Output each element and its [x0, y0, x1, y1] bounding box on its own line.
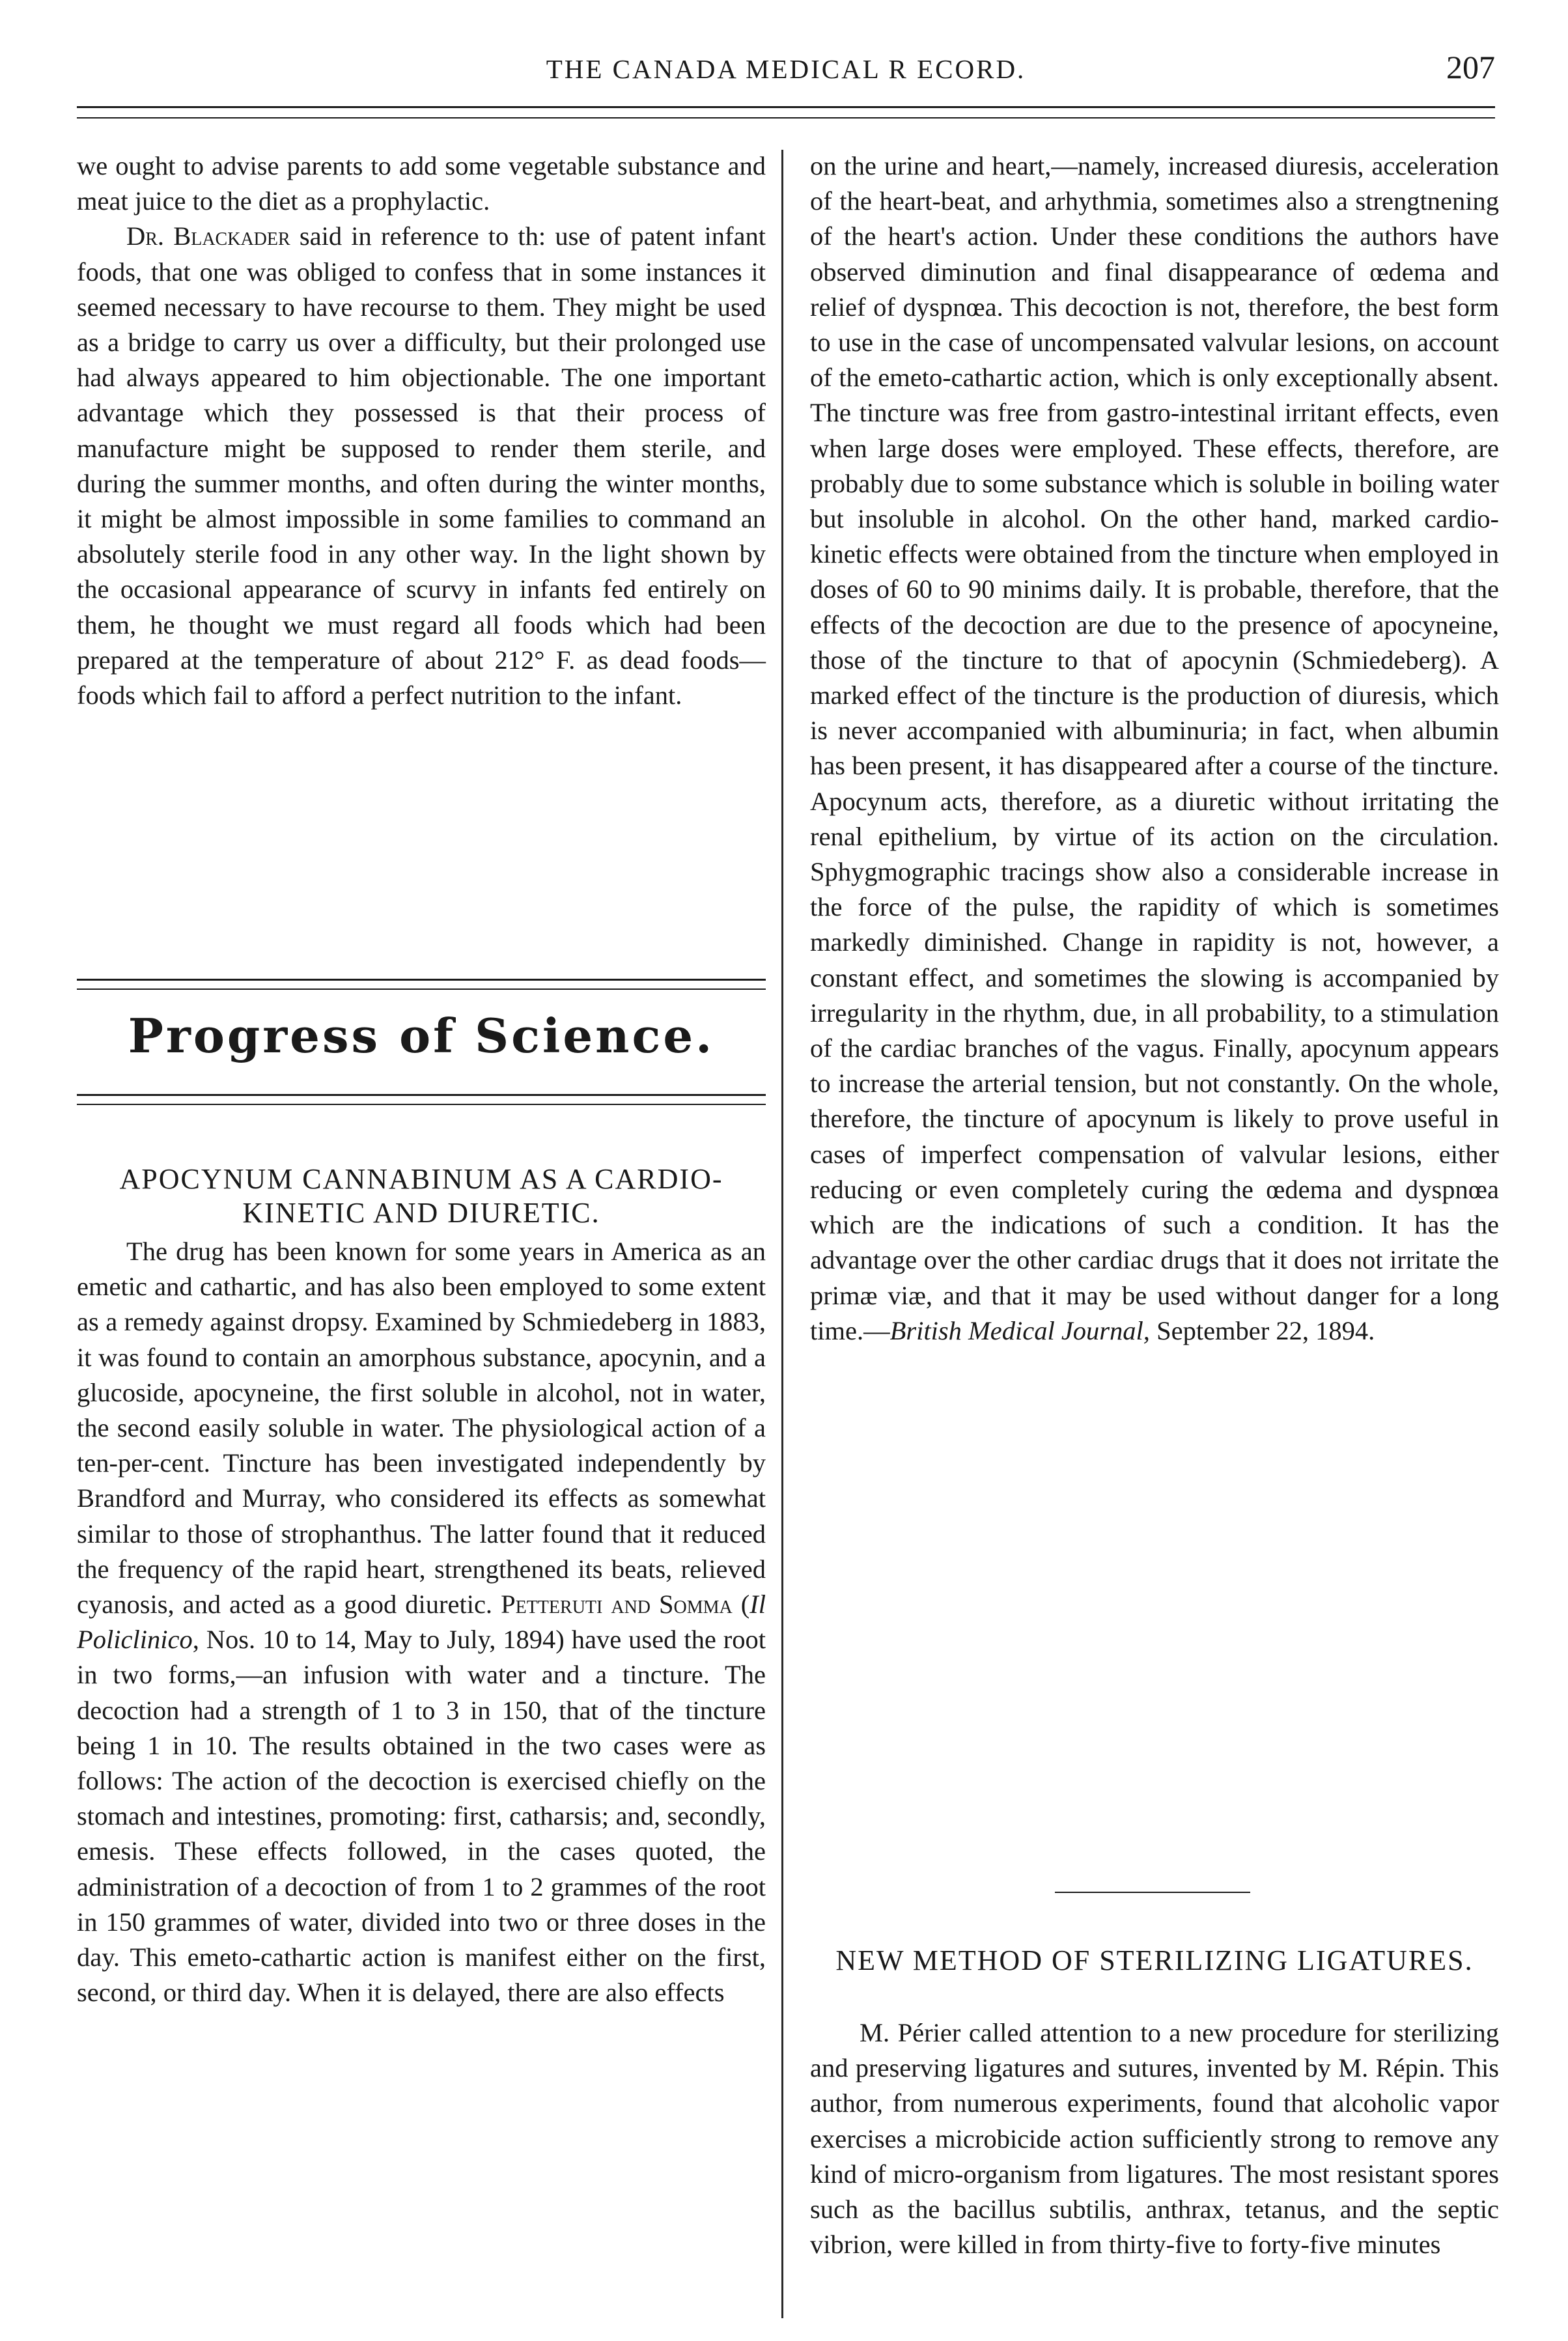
- article1-text-a: The drug has been known for some years in America as an emetic and cathartic, and has also been employed to some extent as a remedy against dropsy. Examined by Schmiedeberg in 1883, it was found to contain an amorphous substance, apocynin, and a glucoside, apocyneine, the first soluble in alcohol, not in water, the second easily soluble in water. The physiological action of a ten-per-cent. Tincture has been investigated independently by Brandford and Murray, who considered its effects as somewhat similar to those of strophanthus. The latter found that it reduced the frequency of the rapid heart, strengthened its beats, relieved cyanosis, and acted as a good diuretic.: [77, 1237, 766, 1619]
- article-separator: [1055, 1892, 1250, 1893]
- section-heading: Progress of Science.: [128, 1008, 715, 1063]
- article1-continuation: [810, 148, 1499, 1349]
- blackader-paragraph: [77, 219, 766, 713]
- blackader-text: said in reference to th: use of patent infant foods, that one was obliged to confess that in some instances it seemed necessary to have recourse to them. They might be used as a bridge to carry us over a difficulty, but their prolonged use had always appeared to him objectionable. The one important advantage which they possessed is that their process of manufacture might be supposed to render them sterile, and during the summer months, and often during the winter months, it might be almost impossible in some families to command an absolutely sterile food in any other way. In the light shown by the occasional appearance of scurvy in infants fed entirely on them, he thought we must regard all foods which had been prepared at the temperature of about 212° F. as dead foods—foods which fail to afford a perfect nutrition to the infant.: [77, 221, 766, 710]
- article1-text-b: Nos. 10 to 14, May to July, 1894) have used the root in two forms,—an infusion with water and a tincture. The decoction had a strength of 1 to 3 in 150, that of the tincture being 1 in 10. The results obtained in the two cases were as follows: The action of the decoction is exercised chiefly on the stomach and intestines, promoting: first, catharsis; and, secondly, emesis. These effects followed, in the cases quoted, the administration of a decoction of from 1 to 2 grammes of the root in 150 grammes of water, divided into two or three doses in the day. This emeto-cathartic action is manifest either on the first, second, or third day. When it is delayed, there are also effects: [77, 1625, 766, 2008]
- article1-paragraph: The drug has been known for some years in America as an emetic and cathartic, and has also been employed to some extent as a remedy against dropsy. Examined by Schmiedeberg in 1883, it was found to contain an amorphous substance, apocynin, and a glucoside, apocyneine, the first soluble in alcohol, not in water, the second easily soluble in water. The physiological action of a ten-per-cent. Tincture has been investigated independently by Brandford and Murray, who considered its effects as somewhat similar to those of strophanthus. The latter found that it reduced the frequency of the rapid heart, strengthened its beats, relieved cyanosis, and acted as a good diuretic. Petteruti and Somma (Il Policlinico, Nos. 10 to 14, May to July, 1894) have used the root in two forms,—an infusion with water and a tincture. The decoction had a strength of 1 to 3 in 150, that of the tincture being 1 in 10. The results obtained in the two cases were as follows: The action of the decoction is exercised chiefly on the stomach and intestines, promoting: first, catharsis; and, secondly, emesis. These effects followed, in the cases quoted, the administration of a decoction of from 1 to 2 grammes of the root in 150 grammes of water, divided into two or three doses in the day. This emeto-cathartic action is manifest either on the first, second, or third day. When it is delayed, there are also effects: [77, 1237, 766, 2008]
- running-title: THE CANADA MEDICAL R ECORD.: [546, 54, 1026, 84]
- article1-journal: Il Policlinico: [77, 1590, 766, 1655]
- left-column-upper: [77, 148, 766, 713]
- section-rule-bottom: [77, 1094, 766, 1105]
- page-header: [77, 48, 1495, 96]
- header-rule: [77, 106, 1495, 119]
- column-divider: [781, 150, 783, 2318]
- article-title-ligatures: NEW METHOD OF STERILIZING LIGATURES.: [835, 1944, 1474, 1976]
- section-rule-top: [77, 979, 766, 990]
- article1-date: September 22, 1894.: [1156, 1315, 1375, 1345]
- article1-authors: Petteruti and Somma: [501, 1590, 733, 1619]
- speaker-name: Dr. Blackader: [126, 221, 290, 251]
- article2-paragraph: M. Périer called attention to a new procedure for sterilizing and preserving ligatures and sutures, invented by M. Répin. This author, from numerous experiments, found that alcoholic vapor exercises a microbicide action sufficiently strong to remove any kind of micro-organism from ligatures. The most resistant spores such as the bacillus subtilis, anthrax, tetanus, and the septic vibrion, were killed in from thirty-five to forty-five minutes: [810, 2018, 1499, 2260]
- left-column-article: [77, 1234, 766, 2010]
- right-column-article2: [810, 2015, 1499, 2262]
- article1-cont-text: on the urine and heart,—namely, increased diuresis, acceleration of the heart-beat, and arhythmia, sometimes also a strengtnening of the heart's action. Under these conditions the authors have observed diminution and final disappearance of œdema and relief of dyspnœa. This decoction is not, therefore, the best form to use in the case of uncompensated valvular lesions, on account of the emeto-cathartic action, which is only exceptionally absent. The tincture was free from gastro-intestinal irritant effects, even when large doses were employed. These effects, therefore, are probably due to some substance which is soluble in boiling water but insoluble in alcohol. On the other hand, marked cardio-kinetic effects were obtained from the tincture when employed in doses of 60 to 90 minims daily. It is probable, therefore, that the effects of the decoction are due to the presence of apocyneine, those of the tincture to that of apocynin (Schmiedeberg). A marked effect of the tincture is the production of diuresis, which is never accompanied with albuminuria; in fact, when albumin has been present, it has disappeared after a course of the tincture. Apocynum acts, therefore, as a diuretic without irritating the renal epithelium, by virtue of its action on the circulation. Sphygmographic tracings show also a considerable increase in the force of the pulse, the rapidity of which is sometimes markedly diminished. Change in rapidity is not, however, a constant effect, and sometimes the slowing is accompanied by irregularity in the rhythm, due, in all probability, to a stimulation of the cardiac branches of the vagus. Finally, apocynum appears to increase the arterial tension, but not constantly. On the whole, therefore, the tincture of apocynum is likely to prove useful in cases of imperfect compensation of valvular lesions, either reducing or even completely curing the œdema and dyspnœa which are the indications of such a condition. It has the advantage over the other cardiac drugs that it does not irritate the primæ viæ, and that it may be used without danger for a long time.—: [810, 151, 1499, 1345]
- article1-source: British Medical Journal,: [889, 1315, 1150, 1345]
- right-column-upper: [810, 148, 1499, 1349]
- article-title-apocynum: APOCYNUM CANNABINUM AS A CARDIO-KINETIC AND DIURETIC.: [119, 1163, 723, 1229]
- continuation-paragraph: we ought to advise parents to add some vegetable substance and meat juice to the diet as a prophylactic.: [77, 151, 766, 216]
- page-number: 207: [1446, 49, 1495, 85]
